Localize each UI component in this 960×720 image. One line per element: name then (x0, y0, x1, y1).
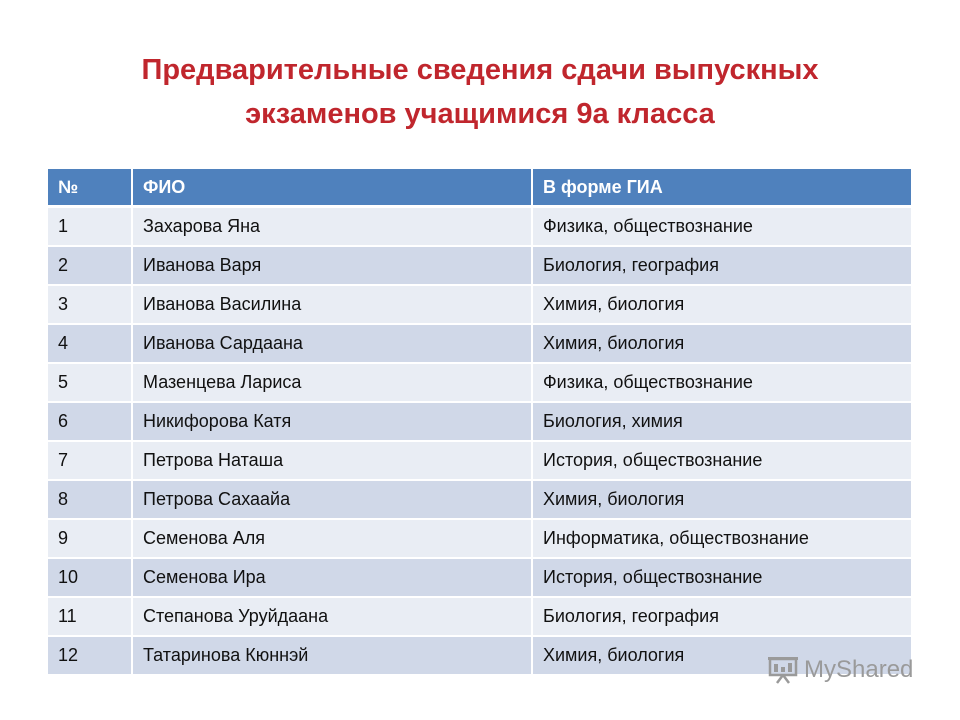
exam-subjects: История, обществознание (532, 558, 912, 597)
slide-title-line-1: Предварительные сведения сдачи выпускных (141, 54, 819, 86)
table-row (48, 207, 912, 247)
row-number: 4 (48, 324, 132, 363)
header-exam-form: В форме ГИА (532, 169, 912, 207)
row-number: 10 (48, 558, 132, 597)
row-number: 11 (48, 597, 132, 636)
student-name: Степанова Уруйдаана (132, 597, 532, 636)
table-row (48, 402, 912, 441)
student-name: Петрова Сахаайа (132, 480, 532, 519)
table-row (48, 558, 912, 597)
table-row (48, 519, 912, 558)
exam-subjects: Информатика, обществознание (532, 519, 912, 558)
row-number: 6 (48, 402, 132, 441)
row-number: 5 (48, 363, 132, 402)
exam-subjects: Физика, обществознание (532, 363, 912, 402)
exam-subjects: История, обществознание (532, 441, 912, 480)
table-row (48, 363, 912, 402)
exam-subjects: Биология, химия (532, 402, 912, 441)
student-name: Петрова Наташа (132, 441, 532, 480)
student-name: Захарова Яна (132, 207, 532, 247)
student-name: Мазенцева Лариса (132, 363, 532, 402)
exam-subjects: Химия, биология (532, 636, 912, 675)
table-row (48, 324, 912, 363)
slide-title (80, 48, 880, 136)
row-number: 2 (48, 246, 132, 285)
student-name: Семенова Ира (132, 558, 532, 597)
table-row (48, 597, 912, 636)
exam-subjects: Биология, география (532, 597, 912, 636)
table-body (48, 207, 912, 676)
watermark-text: MyShared (804, 656, 914, 683)
exam-subjects: Химия, биология (532, 324, 912, 363)
exam-subjects: Химия, биология (532, 480, 912, 519)
table-row (48, 480, 912, 519)
exam-subjects: Биология, география (532, 246, 912, 285)
table-row (48, 246, 912, 285)
row-number: 12 (48, 636, 132, 675)
row-number: 1 (48, 207, 132, 247)
student-name: Иванова Сардаана (132, 324, 532, 363)
exam-table (48, 169, 913, 676)
header-full-name: ФИО (132, 169, 532, 207)
table-header-row (48, 169, 912, 207)
exam-subjects: Химия, биология (532, 285, 912, 324)
projector-screen-icon (768, 656, 798, 684)
student-name: Семенова Аля (132, 519, 532, 558)
row-number: 3 (48, 285, 132, 324)
watermark (768, 656, 913, 684)
header-number: № (48, 169, 132, 207)
table-row (48, 285, 912, 324)
student-name: Татаринова Кюннэй (132, 636, 532, 675)
slide-title-line-2: экзаменов учащимися 9а класса (245, 98, 715, 130)
student-name: Никифорова Катя (132, 402, 532, 441)
row-number: 9 (48, 519, 132, 558)
student-name: Иванова Варя (132, 246, 532, 285)
row-number: 7 (48, 441, 132, 480)
row-number: 8 (48, 480, 132, 519)
table-row (48, 441, 912, 480)
student-name: Иванова Василина (132, 285, 532, 324)
exam-subjects: Физика, обществознание (532, 207, 912, 247)
